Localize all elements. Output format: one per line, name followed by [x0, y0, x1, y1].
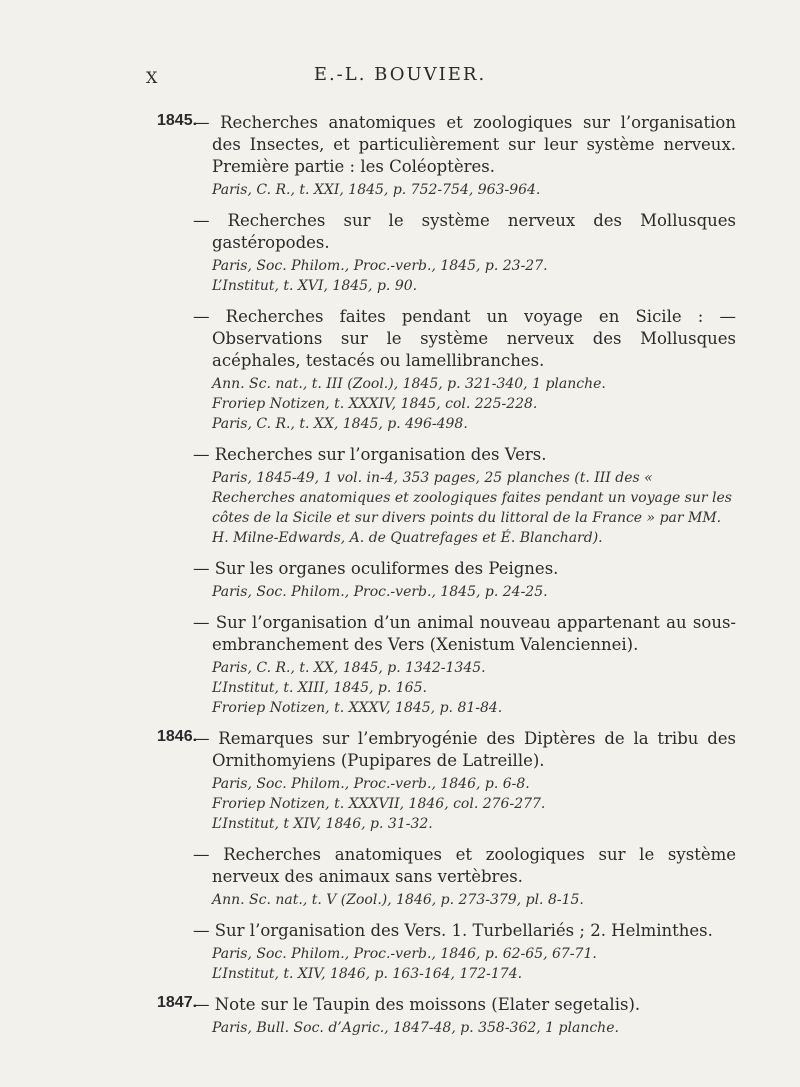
entry-reference: Froriep Notizen, t. XXXVII, 1846, col. 276-277.	[212, 796, 546, 812]
entry-title: — Sur l’organisation des Vers. 1. Turbellariés ; 2. Helminthes.	[193, 921, 713, 940]
bibliography-list	[157, 112, 736, 1048]
bibliography-entry	[160, 612, 736, 718]
entry-year: 1845.	[157, 112, 198, 129]
entry-reference: L’Institut, t. XIII, 1845, p. 165.	[212, 680, 427, 696]
entry-title: — Recherches faites pendant un voyage en Sicile : — Observations sur le système nerveux des Mollusques acéphales, testacés ou lamellibranches.	[193, 307, 736, 370]
entry-reference: Paris, Soc. Philom., Proc.-verb., 1845, p. 24-25.	[212, 584, 548, 600]
entry-year: 1847.	[157, 994, 198, 1011]
bibliography-entry	[160, 210, 736, 296]
bibliography-entry	[157, 728, 736, 834]
running-head: E.-L. BOUVIER.	[313, 64, 487, 85]
entry-title: — Recherches anatomiques et zoologiques sur le système nerveux des animaux sans vertèbres.	[193, 845, 736, 886]
bibliography-entry	[157, 112, 736, 200]
entry-reference: Paris, Bull. Soc. d’Agric., 1847-48, p. 358-362, 1 planche.	[212, 1020, 619, 1036]
bibliography-entry	[160, 844, 736, 910]
entry-reference: Paris, Soc. Philom., Proc.-verb., 1846, p. 6-8.	[212, 776, 530, 792]
entry-title: — Sur les organes oculiformes des Peignes.	[193, 559, 559, 578]
entry-reference: L’Institut, t. XIV, 1846, p. 163-164, 172-174.	[212, 966, 523, 982]
entry-title: — Recherches anatomiques et zoologiques sur l’organisation des Insectes, et particulièrement sur leur système nerveux. Première partie : les Coléoptères.	[193, 113, 736, 176]
entry-title: — Note sur le Taupin des moissons (Elater segetalis).	[193, 995, 641, 1014]
bibliography-entry	[160, 920, 736, 984]
entry-reference: Paris, C. R., t. XXI, 1845, p. 752-754, 963-964.	[212, 182, 541, 198]
entry-reference: Paris, C. R., t. XX, 1845, p. 1342-1345.	[212, 660, 486, 676]
entry-title: — Sur l’organisation d’un animal nouveau appartenant au sous-embranchement des Vers (Xenistum Valenciennei).	[193, 613, 736, 654]
entry-reference: Ann. Sc. nat., t. III (Zool.), 1845, p. 321-340, 1 planche.	[212, 376, 606, 392]
bibliography-entry	[160, 558, 736, 602]
entry-reference: Paris, C. R., t. XX, 1845, p. 496-498.	[212, 416, 468, 432]
bibliography-entry	[160, 306, 736, 434]
entry-reference: Froriep Notizen, t. XXXIV, 1845, col. 225-228.	[212, 396, 538, 412]
entry-reference: L’Institut, t XIV, 1846, p. 31-32.	[212, 816, 433, 832]
page-number: X	[146, 68, 158, 87]
entry-reference: Paris, Soc. Philom., Proc.-verb., 1845, p. 23-27.	[212, 258, 548, 274]
entry-title: — Recherches sur l’organisation des Vers.	[193, 445, 547, 464]
entry-year: 1846.	[157, 728, 198, 745]
entry-reference: Paris, Soc. Philom., Proc.-verb., 1846, p. 62-65, 67-71.	[212, 946, 597, 962]
entry-reference: L’Institut, t. XVI, 1845, p. 90.	[212, 278, 418, 294]
bibliography-entry	[157, 994, 736, 1038]
entry-title: — Recherches sur le système nerveux des Mollusques gastéropodes.	[193, 211, 736, 252]
entry-title: — Remarques sur l’embryogénie des Diptères de la tribu des Ornithomyiens (Pupipares de Latreille).	[193, 729, 736, 770]
bibliography-entry	[160, 444, 736, 548]
entry-reference: Froriep Notizen, t. XXXV, 1845, p. 81-84.	[212, 700, 503, 716]
entry-reference: Ann. Sc. nat., t. V (Zool.), 1846, p. 273-379, pl. 8-15.	[212, 892, 584, 908]
entry-reference: Paris, 1845-49, 1 vol. in-4, 353 pages, 25 planches (t. III des « Recherches anatomiques et zoologiques faites pendant un voyage sur les côtes de la Sicile et sur divers points du littoral de la France » par MM. H. Milne-Edwards, A. de Quatrefages et É. Blanchard).	[212, 470, 732, 546]
